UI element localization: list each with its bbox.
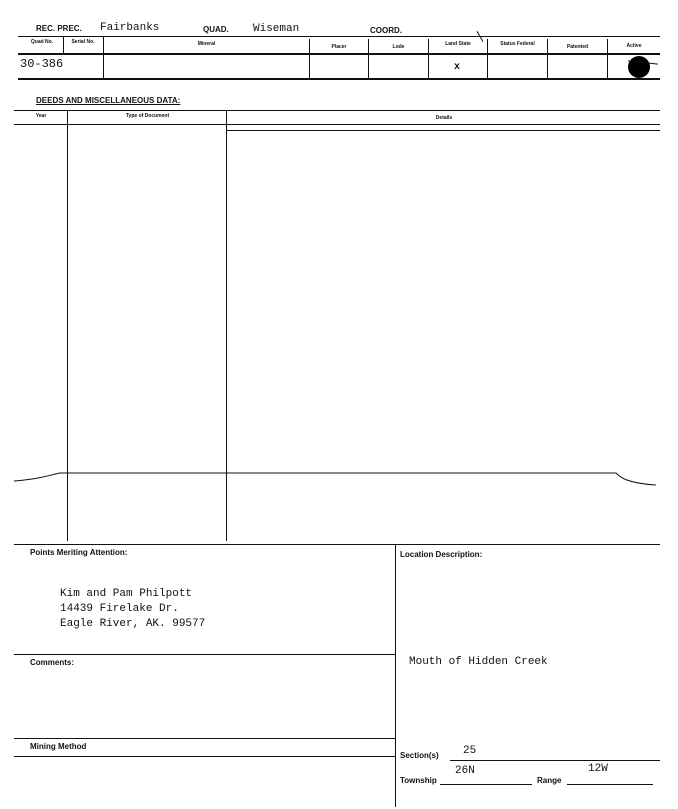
range-fill-line [567,784,653,785]
col-head-lode: Lode [392,44,405,50]
deeds-top-rule [14,110,660,111]
comments-label: Comments: [30,658,75,667]
range-value: 12W [588,763,608,775]
location-label: Location Description: [400,550,483,559]
quad-value: Wiseman [253,23,300,35]
quad-serial-value: 30-386 [20,57,64,71]
mining-label: Mining Method [30,742,87,751]
fold-line [0,455,678,495]
points-label: Points Meriting Attention: [30,548,128,557]
rec-prec-value: Fairbanks [100,22,160,34]
points-line-2: 14439 Firelake Dr. [60,603,179,615]
land-state-mark: x [454,62,461,73]
col-head-mineral: Mineral [197,41,216,47]
range-label: Range [537,776,562,785]
header-colhead-rule [18,53,660,55]
mining-rule [14,738,395,739]
col-divider [607,39,608,78]
deeds-col-details: Details [435,115,453,121]
points-line-1: Kim and Pam Philpott [60,588,193,600]
coord-label: COORD. [370,26,402,35]
section-value: 25 [463,745,477,757]
section-label: Section(s) [400,751,439,760]
comments-rule [14,654,395,655]
header-bottom-rule [18,78,660,80]
section-rule [500,760,660,761]
township-value: 26N [455,765,475,777]
quad-label: QUAD. [203,25,229,34]
points-line-3: Eagle River, AK. 99577 [60,618,206,630]
mining-underline [14,756,395,757]
col-head-serial-no: Serial No. [71,39,95,45]
deeds-head-rule-right [226,130,660,131]
col-head-land-state: Land State [445,41,471,47]
ink-blot [628,56,650,78]
deeds-col-type: Type of Document [125,113,170,119]
col-head-active: Active [626,43,642,49]
col-head-status-federal: Status Federal [500,41,535,47]
col-head-quad-no: Quad No. [30,39,54,45]
location-value: Mouth of Hidden Creek [409,656,548,668]
rec-prec-label: REC. PREC. [36,24,82,33]
col-head-patented: Patented [566,44,589,50]
deeds-col-year: Year [35,113,47,119]
section-fill-line [450,760,500,761]
lower-center-divider [395,545,396,807]
deeds-bottom-rule [14,544,660,545]
deeds-title: DEEDS AND MISCELLANEOUS DATA: [36,96,181,105]
township-fill-line [440,784,532,785]
deeds-head-rule [14,124,660,125]
township-label: Township [400,776,437,785]
header-top-rule [18,36,660,37]
col-head-placer: Placer [331,44,347,50]
col-divider [428,39,429,78]
